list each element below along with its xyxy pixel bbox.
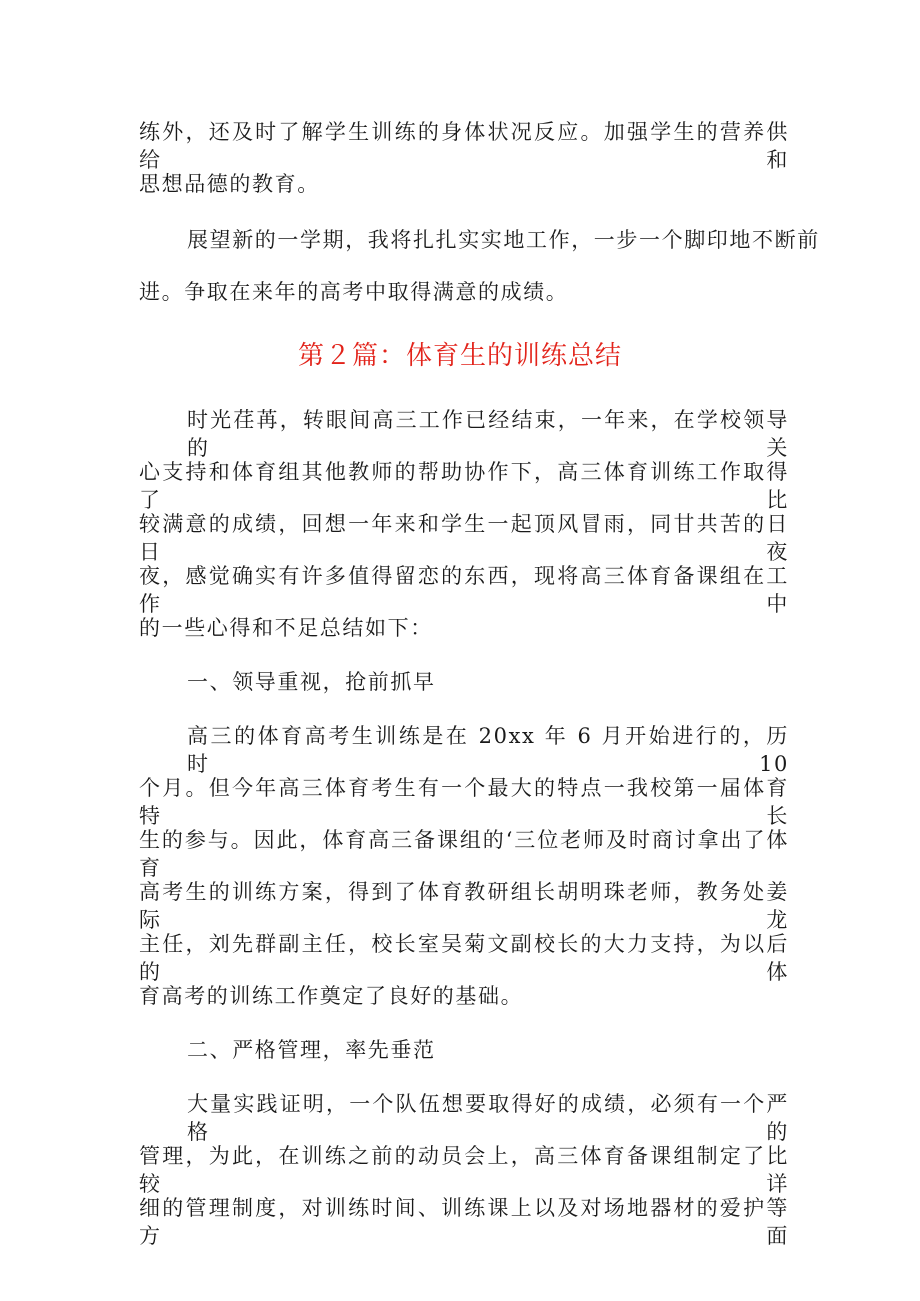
body-text-line: 练外，还及时了解学生训练的身体状况反应。加强学生的营养供给和: [139, 120, 789, 172]
body-text-line: 高三的体育高考生训练是在 20xx 年 6 月开始进行的，历时 10: [187, 724, 789, 776]
body-text-line: 高考生的训练方案，得到了体育教研组长胡明珠老师，教务处姜际龙: [139, 880, 789, 932]
body-text-line: 管理，为此，在训练之前的动员会上，高三体育备课组制定了比较详: [139, 1144, 789, 1196]
body-text-line: 个月。但今年高三体育考生有一个最大的特点一我校第一届体育特长: [139, 776, 789, 828]
body-text-line: 心支持和体育组其他教师的帮助协作下，高三体育训练工作取得了比: [139, 460, 789, 512]
body-text-line: 较满意的成绩，回想一年来和学生一起顶风冒雨，同甘共苦的日日夜: [139, 512, 789, 564]
body-text-line: 的一些心得和不足总结如下：: [139, 616, 433, 640]
body-text-line: 进。争取在来年的高考中取得满意的成绩。: [139, 280, 569, 304]
body-text-line: 育高考的训练工作奠定了良好的基础。: [139, 984, 524, 1008]
section-heading: 二、严格管理，率先垂范: [187, 1038, 436, 1062]
body-text-line: 主任，刘先群副主任，校长室吴菊文副校长的大力支持，为以后的体: [139, 932, 789, 984]
body-text-line: 展望新的一学期，我将扎扎实实地工作，一步一个脚印地不断前: [187, 228, 820, 252]
body-text-line: 生的参与。因此，体育高三备课组的‘三位老师及时商讨拿出了体育: [139, 828, 789, 880]
body-text-line: 夜，感觉确实有许多值得留恋的东西，现将高三体育备课组在工作中: [139, 564, 789, 616]
body-text-line: 细的管理制度，对训练时间、训练课上以及对场地器材的爱护等方面: [139, 1196, 789, 1248]
section-title: 第２篇：体育生的训练总结: [297, 341, 622, 371]
body-text-line: 大量实践证明，一个队伍想要取得好的成绩，必须有一个严格的: [187, 1092, 789, 1144]
section-heading: 一、领导重视，抢前抓早: [187, 670, 436, 694]
body-text-line: 时光荏苒，转眼间高三工作已经结束，一年来，在学校领导的关: [187, 408, 789, 460]
body-text-line: 思想品德的教育。: [139, 172, 320, 196]
